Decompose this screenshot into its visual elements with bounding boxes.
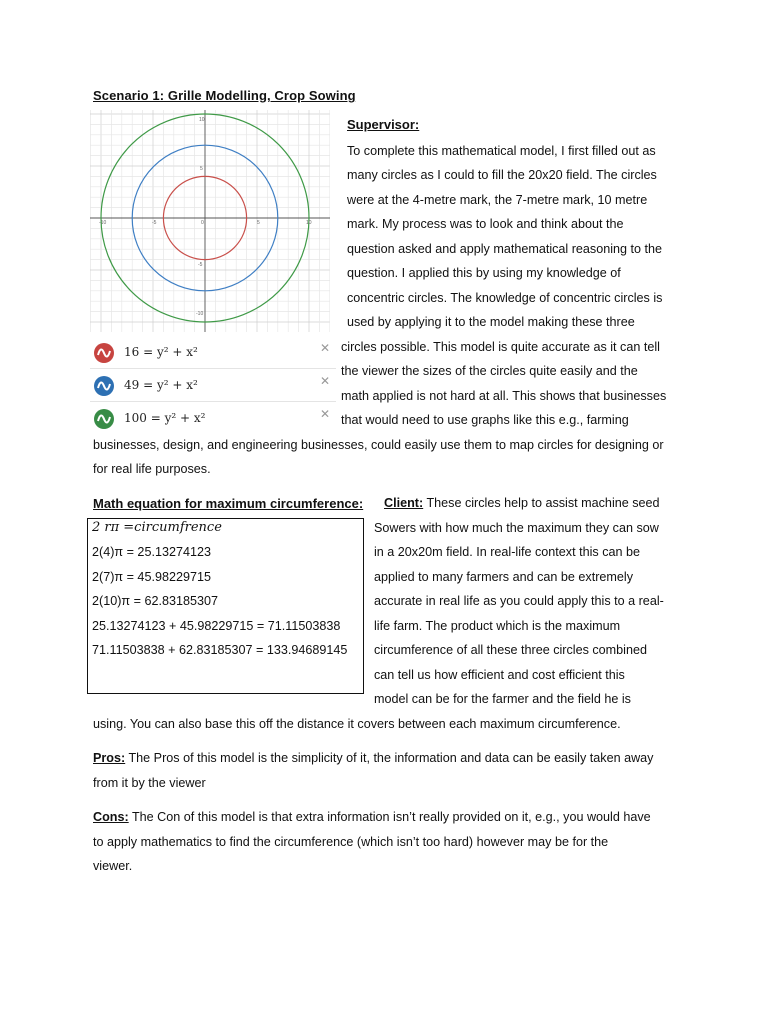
supervisor-line: the viewer the sizes of the circles quite easily and the bbox=[341, 364, 638, 378]
client-text: These circles help to assist machine seed bbox=[423, 496, 660, 510]
tick-label-y-pos5: 5 bbox=[200, 166, 203, 172]
equation-expression: 16 = y² + x² bbox=[124, 345, 198, 359]
calc-row: 71.11503838 + 62.83185307 = 133.94689145 bbox=[92, 643, 348, 657]
tick-label-y-pos10: 10 bbox=[199, 117, 205, 123]
client-line: using. You can also base this off the distance it covers between each maximum circumference. bbox=[93, 717, 621, 731]
pros-line: from it by the viewer bbox=[93, 776, 206, 790]
tick-label-x-pos5: 5 bbox=[257, 220, 260, 226]
circumference-formula: 2 rπ =circumfrence bbox=[92, 520, 222, 535]
equation-list bbox=[90, 337, 336, 433]
supervisor-line: that would need to use graphs like this e.g., farming bbox=[341, 413, 629, 427]
equation-expression: 100 = y² + x² bbox=[124, 411, 206, 425]
tick-label-origin: 0 bbox=[201, 220, 204, 226]
pros-text: The Pros of this model is the simplicity of it, the information and data can be easily taken away bbox=[125, 751, 654, 765]
concentric-circles-graph bbox=[90, 110, 330, 332]
pros-line bbox=[93, 750, 653, 766]
math-heading: Math equation for maximum circumference: bbox=[93, 496, 364, 511]
wave-icon bbox=[94, 409, 114, 429]
client-first-line bbox=[384, 495, 660, 511]
wave-icon bbox=[94, 376, 114, 396]
wave-icon bbox=[94, 343, 114, 363]
client-line: can tell us how efficient and cost efficient this bbox=[374, 668, 625, 682]
tick-label-x-pos10: 10 bbox=[306, 220, 312, 226]
client-label: Client: bbox=[384, 496, 424, 510]
cons-line: viewer. bbox=[93, 859, 133, 873]
close-icon[interactable]: ✕ bbox=[319, 407, 330, 421]
client-line: in a 20x20m field. In real-life context this can be bbox=[374, 545, 641, 559]
equation-row-2[interactable] bbox=[90, 370, 336, 402]
client-line: applied to many farmers and can be extremely bbox=[374, 570, 634, 584]
supervisor-line: for real life purposes. bbox=[93, 462, 211, 476]
client-line: circumference of all these three circles combined bbox=[374, 643, 647, 657]
calc-row: 2(4)π = 25.13274123 bbox=[92, 545, 211, 559]
client-line: Sowers with how much the maximum they can sow bbox=[374, 521, 659, 535]
graph-grid bbox=[90, 110, 330, 332]
supervisor-line: circles possible. This model is quite accurate as it can tell bbox=[341, 340, 660, 354]
supervisor-line: many circles as I could to fill the 20x20 field. The circles bbox=[347, 168, 657, 182]
calc-row: 2(7)π = 45.98229715 bbox=[92, 570, 211, 584]
supervisor-line: question asked and apply mathematical reasoning to the bbox=[347, 242, 663, 256]
cons-text: The Con of this model is that extra information isn’t really provided on it, e.g., you would have bbox=[128, 810, 651, 824]
pros-label: Pros: bbox=[93, 751, 126, 765]
supervisor-line: To complete this mathematical model, I first filled out as bbox=[347, 144, 656, 158]
calc-row: 25.13274123 + 45.98229715 = 71.11503838 bbox=[92, 619, 341, 633]
equation-expression: 49 = y² + x² bbox=[124, 378, 198, 392]
tick-label-x-neg5: -5 bbox=[152, 220, 157, 226]
cons-line: to apply mathematics to find the circumference (which isn’t too hard) however may be for the bbox=[93, 835, 609, 849]
calc-row: 2(10)π = 62.83185307 bbox=[92, 594, 218, 608]
equation-row-3[interactable] bbox=[90, 403, 336, 434]
supervisor-heading: Supervisor: bbox=[347, 117, 420, 132]
cons-line bbox=[93, 809, 651, 825]
tick-label-y-neg10: -10 bbox=[196, 311, 204, 317]
supervisor-line: question. I applied this by using my knowledge of bbox=[347, 266, 621, 280]
close-icon[interactable]: ✕ bbox=[319, 341, 330, 355]
equation-row-1[interactable] bbox=[90, 337, 336, 369]
supervisor-line: mark. My process was to look and think about the bbox=[347, 217, 624, 231]
tick-label-y-neg5: -5 bbox=[198, 262, 203, 268]
tick-label-x-neg10: -10 bbox=[99, 220, 107, 226]
cons-label: Cons: bbox=[93, 810, 129, 824]
client-line: model can be for the farmer and the field he is bbox=[374, 692, 631, 706]
page-title: Scenario 1: Grille Modelling, Crop Sowing bbox=[93, 88, 356, 103]
supervisor-line: were at the 4-metre mark, the 7-metre mark, 10 metre bbox=[347, 193, 648, 207]
client-line: life farm. The product which is the maximum bbox=[374, 619, 621, 633]
supervisor-line: used by applying it to the model making these three bbox=[347, 315, 635, 329]
client-line: accurate in real life as you could apply this to a real- bbox=[374, 594, 664, 608]
supervisor-line: math applied is not hard at all. This shows that businesses bbox=[341, 389, 667, 403]
close-icon[interactable]: ✕ bbox=[319, 374, 330, 388]
supervisor-line: concentric circles. The knowledge of concentric circles is bbox=[347, 291, 663, 305]
supervisor-line: businesses, design, and engineering businesses, could easily use them to map circles for designing or bbox=[93, 438, 664, 452]
